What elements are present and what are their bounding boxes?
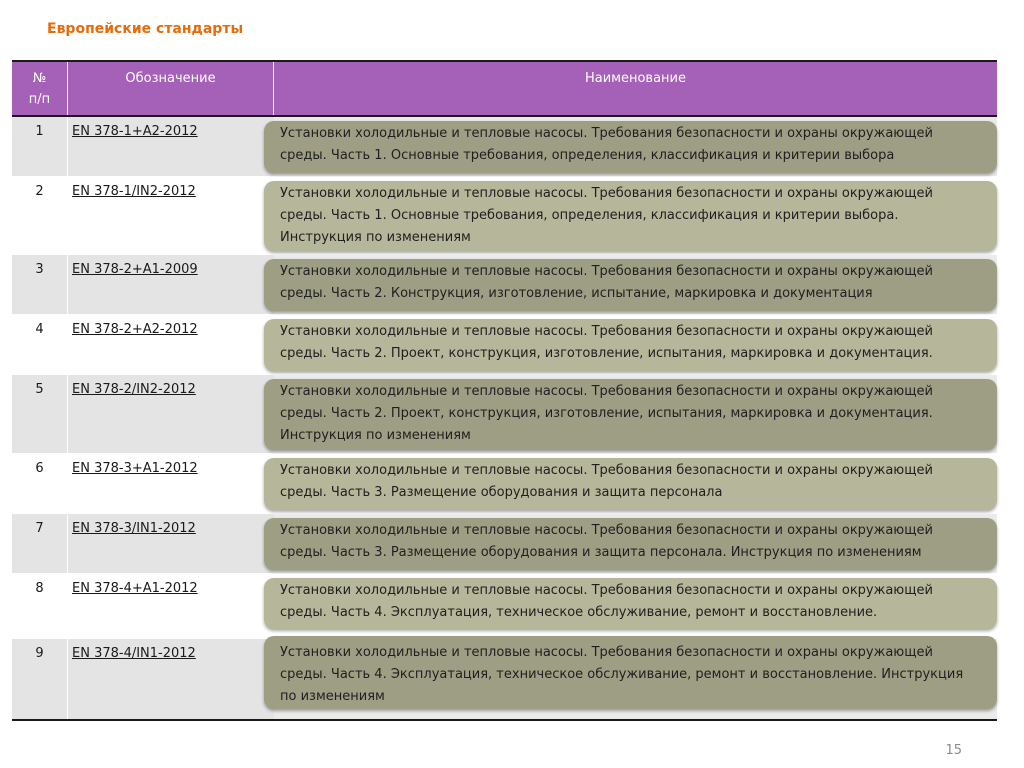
row-name	[274, 454, 997, 513]
row-name	[274, 514, 997, 573]
row-code-link[interactable]: EN 378-2+A1-2009	[68, 255, 274, 314]
row-code-link[interactable]: EN 378-3/IN1-2012	[68, 514, 274, 573]
row-name-text: Установки холодильные и тепловые насосы. Требования безопасности и охраны окружающей среды. Часть 4. Эксплуатация, техническое обслуживание, ремонт и восстановление. Инструкция по изменениям	[264, 636, 997, 709]
row-name-text: Установки холодильные и тепловые насосы. Требования безопасности и охраны окружающей среды. Часть 4. Эксплуатация, техническое обслуживание, ремонт и восстановление.	[264, 578, 997, 629]
table-header	[12, 62, 997, 117]
row-code-link[interactable]: EN 378-4+A1-2012	[72, 581, 198, 596]
slide-title: Европейские стандарты	[47, 21, 244, 37]
row-code-link[interactable]: EN 378-4/IN1-2012	[68, 639, 274, 719]
row-name-text: Установки холодильные и тепловые насосы. Требования безопасности и охраны окружающей среды. Часть 2. Проект, конструкция, изготовление, испытания, маркировка и документация. Инструкция по изменениям	[264, 379, 997, 450]
row-name	[274, 315, 997, 374]
table-row	[12, 177, 997, 255]
row-code-link[interactable]: EN 378-2+A2-2012	[72, 322, 198, 337]
table-row	[12, 375, 997, 454]
table-row	[12, 514, 997, 574]
row-num: 5	[12, 375, 68, 453]
table-row	[12, 574, 997, 639]
table-row	[12, 454, 997, 514]
row-num: 1	[12, 117, 68, 176]
row-name-text: Установки холодильные и тепловые насосы. Требования безопасности и охраны окружающей среды. Часть 3. Размещение оборудования и защита персонала	[264, 458, 997, 510]
table-row	[12, 315, 997, 375]
page-number: 15	[945, 743, 962, 758]
table-row	[12, 255, 997, 315]
row-name-text: Установки холодильные и тепловые насосы. Требования безопасности и охраны окружающей среды. Часть 1. Основные требования, определения, классификация и критерии выбора	[264, 121, 997, 173]
row-num: 3	[12, 255, 68, 314]
row-num: 6	[12, 454, 68, 513]
header-num	[12, 62, 68, 115]
row-code-link[interactable]: EN 378-3+A1-2012	[72, 461, 198, 476]
row-num: 7	[12, 514, 68, 573]
row-name	[274, 117, 997, 176]
table-row	[12, 117, 997, 177]
standards-table	[12, 60, 997, 721]
row-code-link[interactable]: EN 378-2/IN2-2012	[68, 375, 274, 453]
row-num: 2	[12, 177, 68, 254]
row-name-text: Установки холодильные и тепловые насосы. Требования безопасности и охраны окружающей среды. Часть 2. Проект, конструкция, изготовление, испытания, маркировка и документация.	[264, 319, 997, 371]
header-name: Наименование	[584, 71, 687, 86]
row-name	[274, 375, 997, 453]
row-name	[274, 177, 997, 254]
header-code: Обозначение	[68, 62, 274, 115]
row-name	[274, 574, 997, 638]
row-name-text: Установки холодильные и тепловые насосы. Требования безопасности и охраны окружающей среды. Часть 2. Конструкция, изготовление, испытание, маркировка и документация	[264, 259, 997, 311]
row-code-link[interactable]: EN 378-1/IN2-2012	[72, 184, 196, 199]
row-num: 8	[12, 574, 68, 638]
row-code-link[interactable]: EN 378-1+A2-2012	[68, 117, 274, 176]
row-num: 4	[12, 315, 68, 374]
row-name-text: Установки холодильные и тепловые насосы. Требования безопасности и охраны окружающей среды. Часть 1. Основные требования, определения, классификация и критерии выбора. Инструкция по изменениям	[264, 181, 997, 251]
row-name	[274, 255, 997, 314]
row-num: 9	[12, 639, 68, 719]
header-num-text: № п/п	[28, 71, 51, 107]
row-name-text: Установки холодильные и тепловые насосы. Требования безопасности и охраны окружающей среды. Часть 3. Размещение оборудования и защита персонала. Инструкция по изменениям	[264, 518, 997, 570]
row-name	[274, 639, 997, 719]
table-row	[12, 639, 997, 719]
